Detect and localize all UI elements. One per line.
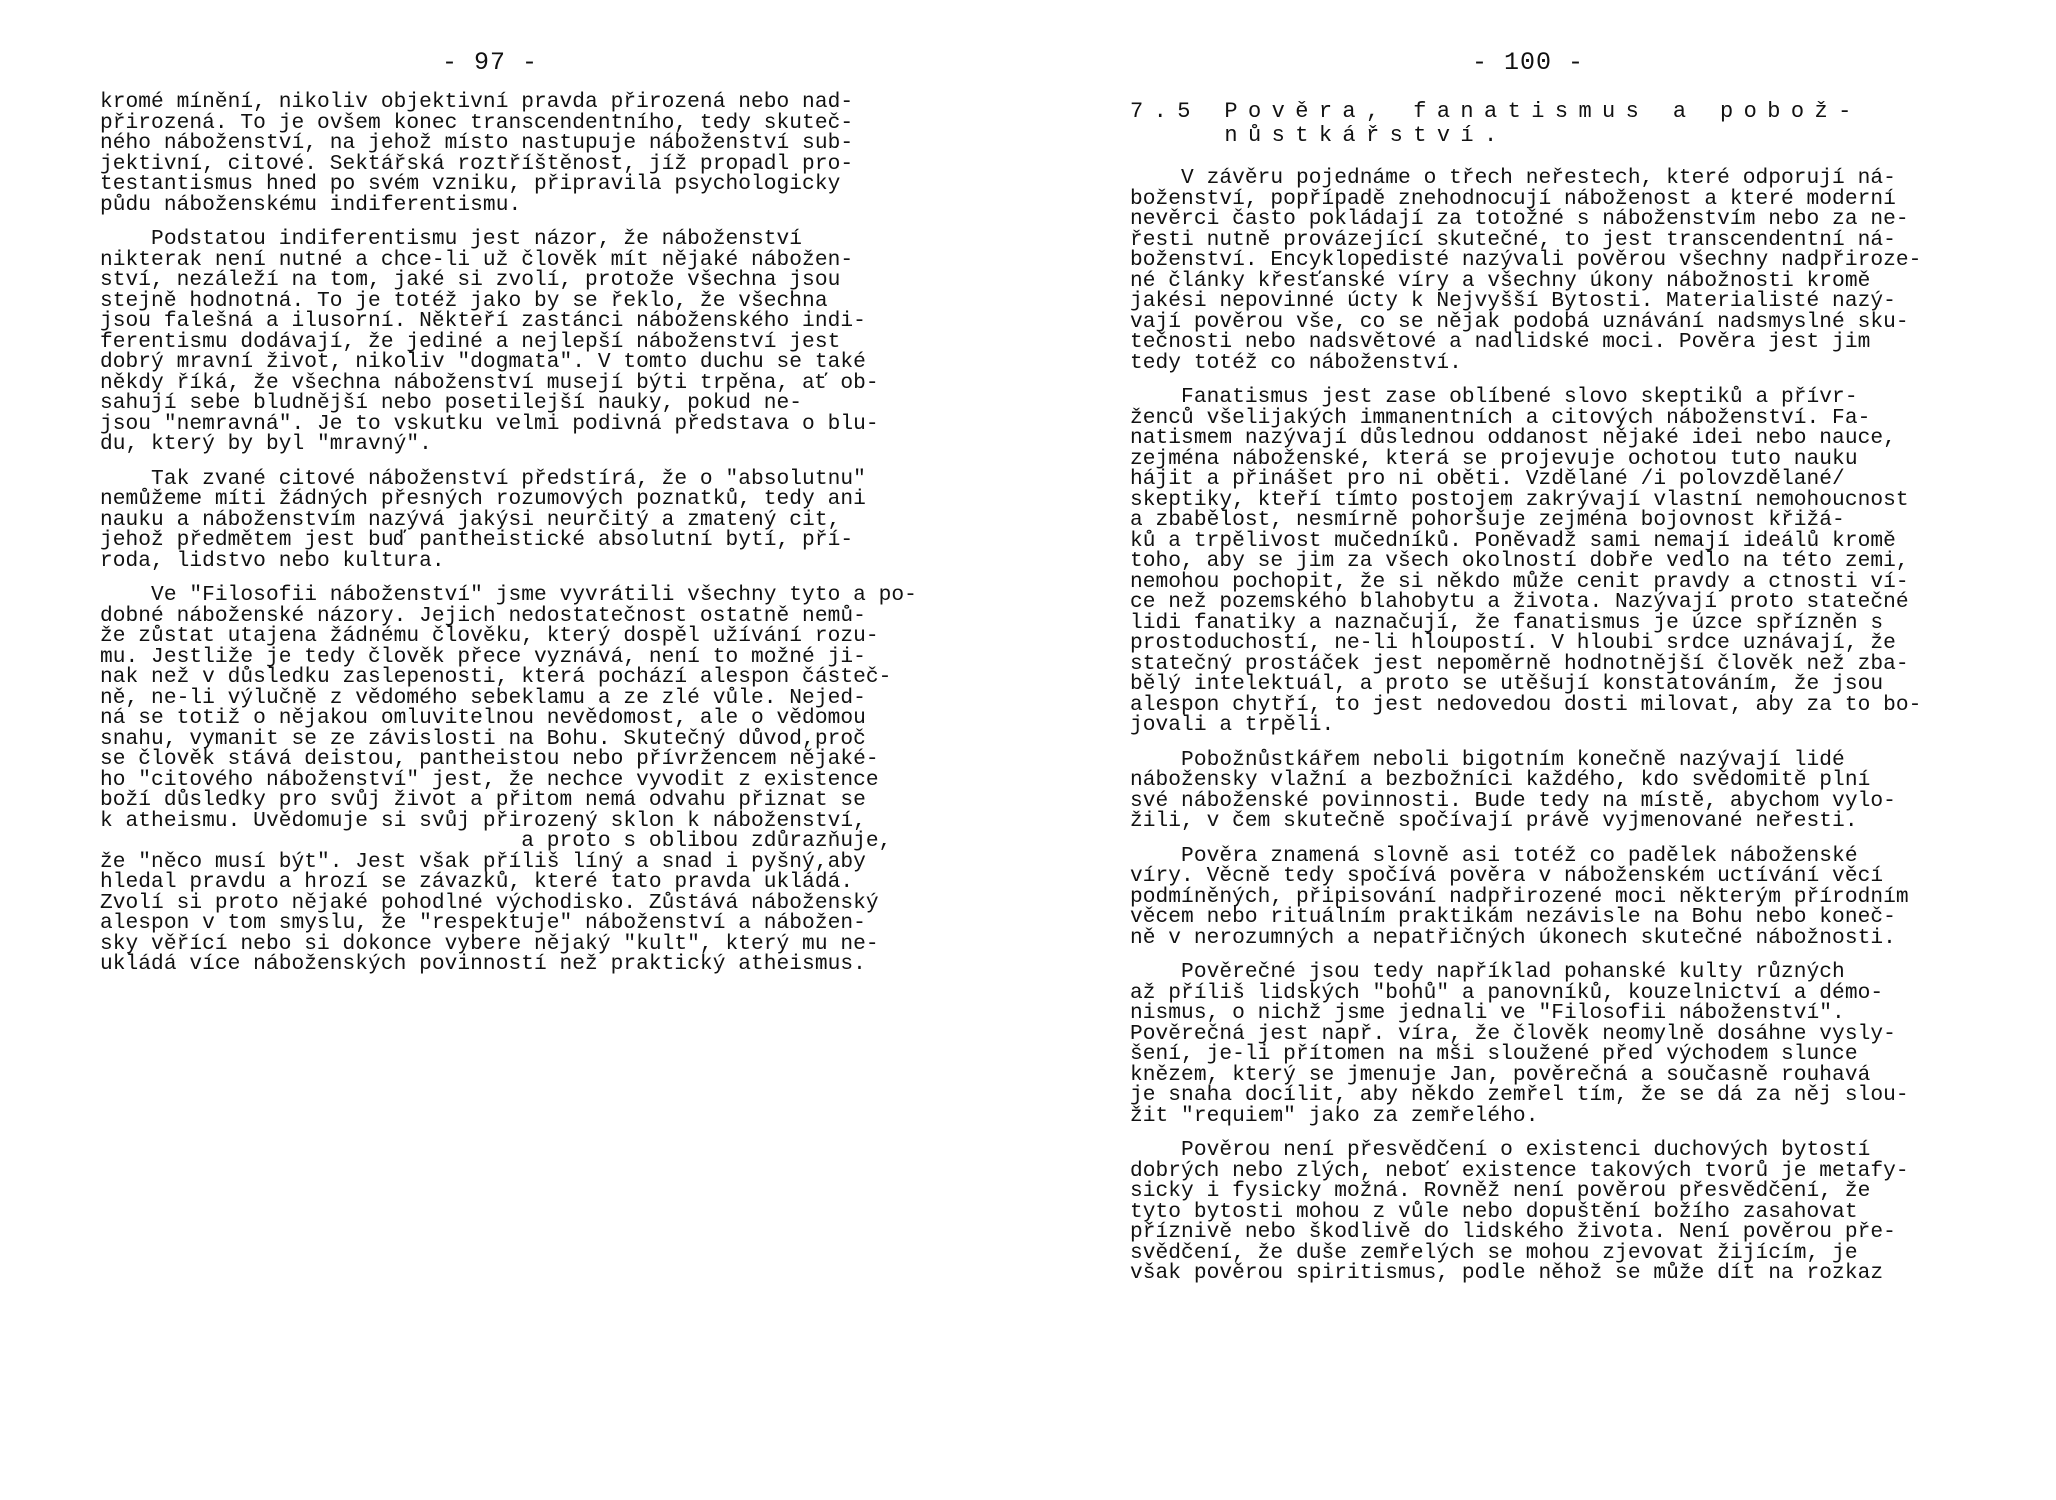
text-line: že zůstat utajena žádnému člověku, který dospěl užívání rozu- xyxy=(100,624,879,648)
text-line: natismem nazývají důslednou oddanost nějaké idei nebo nauce, xyxy=(1130,426,1896,450)
text-line: že "něco musí být". Jest však příliš líný a snad i pyšný,aby xyxy=(100,849,866,874)
text-line: né články křesťanské víry a všechny úkony nábožnosti kromě xyxy=(1130,268,1871,293)
text-line: nikterak není nutné a chce-li už člověk mít nějaké nábožen- xyxy=(100,247,854,272)
text-line: řesti nutně provázející skutečné, to jest transcendentní ná- xyxy=(1130,227,1896,252)
text-line: Zvolí si proto nějaké pohodlné východisko. Zůstává náboženský xyxy=(100,890,879,915)
text-line: roda, lidstvo nebo kultura. xyxy=(100,548,445,573)
text-line: se člověk stává deistou, pantheistou nebo přívržencem nějaké- xyxy=(100,747,879,771)
text-line: boženství, popřípadě znehodnocují náboženost a které moderní xyxy=(1130,186,1896,211)
text-line: snahu, vymanit se ze závislosti na Bohu. Skutečný důvod,proč xyxy=(100,726,866,751)
text-line: dobné náboženské názory. Jejich nedostatečnost ostatně nemů- xyxy=(100,603,866,628)
text-line: ženců všelijakých immanentních a citových náboženství. Fa- xyxy=(1130,405,1871,430)
text-line: šení, je-li přítomen na mši sloužené před východem slunce xyxy=(1130,1042,1858,1066)
text-line: k atheismu. Uvědomuje si svůj přirozený sklon k náboženství, xyxy=(100,808,866,833)
text-line: nauku a náboženstvím nazývá jakýsi neurčitý a zmatený cit, xyxy=(100,507,841,532)
text-line: ného náboženství, na jehož místo nastupuje náboženství sub- xyxy=(100,131,854,155)
text-line: žili, v čem skutečně spočívají právě vyjmenované neřesti. xyxy=(1130,809,1858,833)
text-line: tedy totéž co náboženství. xyxy=(1130,350,1462,375)
text-line: ukládá více náboženských povinností než praktický atheismus. xyxy=(100,952,866,976)
text-line: alespon v tom smyslu, že "respektuje" náboženství a nábožen- xyxy=(100,911,866,935)
text-line: ství, nezáleží na tom, jaké si zvolí, protože všechna jsou xyxy=(100,268,841,292)
right-page-text xyxy=(1130,100,1990,1284)
text-line: žit "requiem" jako za zemřelého. xyxy=(1130,1103,1539,1128)
text-line: však pověrou spiritismus, podle něhož se může dít na rozkaz xyxy=(1130,1261,1884,1285)
text-line: věcem nebo rituálním praktikám nezávisle na Bohu nebo koneč- xyxy=(1130,905,1896,929)
text-line: du, který by byl "mravný". xyxy=(100,432,432,456)
text-line: toho, aby se jim za všech okolností dobře vedlo na této zemi, xyxy=(1130,549,1909,573)
text-line: lidi fanatiky a naznačují, že fanatismus je úzce spřízněn s xyxy=(1130,610,1884,635)
text-line: hájit a přinášet pro ni oběti. Vzdělané /i polovzdělané/ xyxy=(1130,467,1845,491)
text-line: nevěrci často pokládají za totožné s náboženstvím nebo za ne- xyxy=(1130,207,1909,231)
text-line: knězem, který se jmenuje Jan, pověrečná a současně rouhavá xyxy=(1130,1062,1871,1087)
text-line: a proto s oblibou zdůrazňuje, xyxy=(100,829,892,853)
text-line: až příliš lidských "bohů" a panovníků, kouzelnictví a démo- xyxy=(1130,980,1884,1005)
right-page xyxy=(1130,0,1990,1500)
left-page xyxy=(100,0,960,1500)
text-line: V závěru pojednáme o třech neřestech, které odporují ná- xyxy=(1130,166,1896,190)
text-line: své náboženské povinnosti. Bude tedy na místě, abychom vylo- xyxy=(1130,788,1896,813)
text-line: prostoduchostí, ne-li hloupostí. V hloubi srdce uznávají, že xyxy=(1130,631,1896,655)
text-line: Pověrečné jsou tedy například pohanské kulty různých xyxy=(1130,960,1845,984)
text-line: Fanatismus jest zase oblíbené slovo skeptiků a přívr- xyxy=(1130,385,1858,409)
text-line: tyto bytosti mohou z vůle nebo dopuštění božího zasahovat xyxy=(1130,1199,1858,1224)
text-line: jovali a trpěli. xyxy=(1130,713,1335,737)
left-page-number: - 97 - xyxy=(442,48,539,77)
text-line: sicky i fysicky možná. Rovněž není pověrou přesvědčení, že xyxy=(1130,1179,1871,1203)
right-page-number: - 100 - xyxy=(1472,48,1585,77)
text-line: dobrých nebo zlých, neboť existence takových tvorů je metafy- xyxy=(1130,1158,1909,1183)
text-line: stejně hodnotná. To je totéž jako by se řeklo, že všechna xyxy=(100,288,828,313)
section-heading-line: 7.5 Pověra, fanatismus a pobož- xyxy=(1130,99,1862,124)
text-line: Tak zvané citové náboženství předstírá, že o "absolutnu" xyxy=(100,466,866,491)
text-line: alespon chytří, to jest nedovedou dosti milovat, aby za to bo- xyxy=(1130,692,1922,717)
text-line: ně v nerozumných a nepatřičných úkonech skutečné nábožnosti. xyxy=(1130,925,1896,950)
left-page-text xyxy=(100,92,960,975)
text-line: hledal pravdu a hrozí se závazků, které tato pravda ukládá. xyxy=(100,870,854,894)
text-line: ná se totiž o nějakou omluvitelnou nevědomost, ale o vědomou xyxy=(100,706,866,730)
text-line: nemůžeme míti žádných přesných rozumových poznatků, tedy ani xyxy=(100,487,866,511)
text-line: testantismus hned po svém vzniku, připravila psychologicky xyxy=(100,172,841,196)
text-line: příznivě nebo škodlivě do lidského života. Není pověrou pře- xyxy=(1130,1220,1896,1244)
text-line: nismus, o nichž jsme jednali ve "Filosofii náboženství". xyxy=(1130,1001,1845,1025)
text-line: Pověrou není přesvědčení o existenci duchových bytostí xyxy=(1130,1138,1871,1162)
text-line: skeptiky, kteří tímto postojem zakrývají vlastní nemohoucnost xyxy=(1130,487,1909,512)
heading-spacer xyxy=(1130,148,1990,168)
text-line: ně, ne-li výlučně z vědomého sebeklamu a ze zlé vůle. Nejed- xyxy=(100,685,866,710)
text-line: Ve "Filosofii náboženství" jsme vyvrátili všechny tyto a po- xyxy=(100,583,917,607)
text-line: přirozená. To je ovšem konec transcendentního, tedy skuteč- xyxy=(100,110,854,135)
text-line: jsou "nemravná". Je to vskutku velmi podivná představa o blu- xyxy=(100,411,879,436)
text-line: jsou falešná a ilusorní. Někteří zastánci náboženského indi- xyxy=(100,309,866,333)
section-heading-line: nůstkářství. xyxy=(1130,123,1508,148)
right-page-body xyxy=(1130,168,1990,1284)
text-line: sky věřící nebo si dokonce vybere nějaký "kult", který mu ne- xyxy=(100,931,879,956)
text-line: vají pověrou vše, co se nějak podobá uznávání nadsmyslné sku- xyxy=(1130,309,1909,334)
text-line: svědčení, že duše zemřelých se mohou zjevovat žijícím, je xyxy=(1130,1240,1858,1265)
text-line: víry. Věcně tedy spočívá pověra v náboženském uctívání věcí xyxy=(1130,864,1884,888)
text-line: půdu náboženskému indiferentismu. xyxy=(100,192,522,217)
text-line: statečný prostáček jest nepoměrně hodnotnější člověk než zba- xyxy=(1130,651,1909,676)
text-line: nábožensky vlažní a bezbožníci každého, kdo svědomitě plní xyxy=(1130,768,1871,792)
text-line: ho "citového náboženství" jest, že nechce vyvodit z existence xyxy=(100,767,879,792)
text-line: Podstatou indiferentismu jest názor, že náboženství xyxy=(100,227,803,251)
text-line: ferentismu dodávají, že jediné a nejlepší náboženství jest xyxy=(100,329,841,354)
text-line: zejména náboženské, která se projevuje ochotou tuto nauku xyxy=(1130,446,1858,471)
text-line: a zbabělost, nesmírně pohoršuje zejména bojovnost křižá- xyxy=(1130,508,1845,532)
text-line: jehož předmětem jest buď pantheistické absolutní bytí, pří- xyxy=(100,528,854,552)
text-line: jektivní, citové. Sektářská roztříštěnost, jíž propadl pro- xyxy=(100,151,854,176)
text-line: mu. Jestliže je tedy člověk přece vyznává, není to možné ji- xyxy=(100,644,866,669)
text-line: Pověrečná jest např. víra, že člověk neomylně dosáhne vysly- xyxy=(1130,1021,1896,1046)
text-line: Pobožnůstkářem neboli bigotním konečně nazývají lidé xyxy=(1130,747,1845,772)
text-line: Pověra znamená slovně asi totéž co padělek náboženské xyxy=(1130,843,1858,868)
text-line: jakési nepovinné úcty k Nejvyšší Bytosti. Materialisté nazý- xyxy=(1130,289,1896,313)
text-line: ce než pozemského blahobytu a života. Nazývají proto statečné xyxy=(1130,590,1909,614)
text-line: nak než v důsledku zaslepenosti, která pochází alespon částeč- xyxy=(100,665,892,689)
text-line: dobrý mravní život, nikoliv "dogmata". V tomto duchu se také xyxy=(100,350,866,374)
text-line: je snaha docílit, aby někdo zemřel tím, že se dá za něj slou- xyxy=(1130,1083,1909,1107)
text-line: bělý intelektuál, a proto se utěšují konstatováním, že jsou xyxy=(1130,672,1884,696)
text-line: nemohou pochopit, že si někdo může cenit pravdy a ctnosti ví- xyxy=(1130,569,1909,594)
text-line: někdy říká, že všechna náboženství musejí býti trpěna, ať ob- xyxy=(100,370,879,395)
text-line: podmíněných, připisování nadpřirozené moci některým přírodním xyxy=(1130,884,1909,909)
text-line: tečnosti nebo nadsvětové a nadlidské moci. Pověra jest jim xyxy=(1130,330,1871,354)
text-line: sahují sebe bludnější nebo posetilejší nauky, pokud ne- xyxy=(100,391,803,415)
text-line: boží důsledky pro svůj život a přitom nemá odvahu přiznat se xyxy=(100,788,866,812)
text-line: boženství. Encyklopedisté nazývali pověrou všechny nadpřiroze- xyxy=(1130,248,1922,272)
text-line: ků a trpělivost mučedníků. Poněvadž sami nemají ideálů kromě xyxy=(1130,528,1896,553)
text-line: kromé mínění, nikoliv objektivní pravda přirozená nebo nad- xyxy=(100,90,854,114)
